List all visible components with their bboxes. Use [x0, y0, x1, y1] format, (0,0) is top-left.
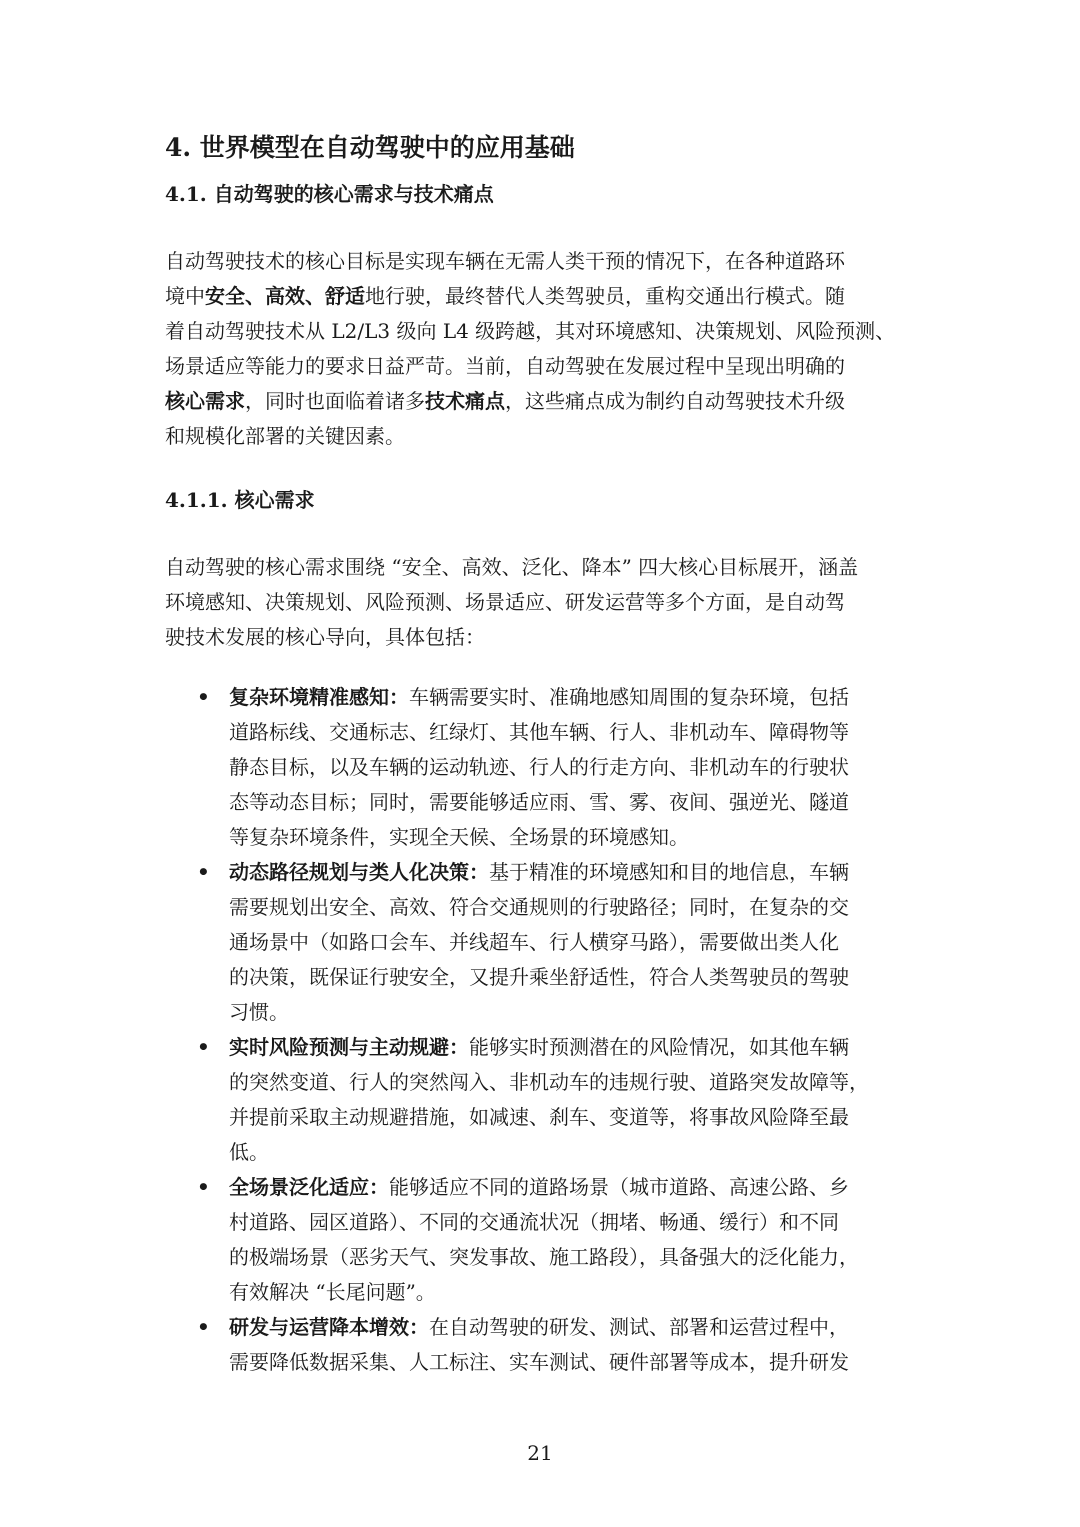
- core-line: 自动驾驶的核心需求围绕 “安全、高效、泛化、降本” 四大核心目标展开，涵盖: [165, 555, 859, 579]
- section-heading-4: 4. 世界模型在自动驾驶中的应用基础: [165, 133, 575, 162]
- list-item-line: [229, 1240, 925, 1275]
- bullet-marker: •: [197, 685, 210, 709]
- list-item-text: 道路标线、交通标志、红绿灯、其他车辆、行人、非机动车、障碍物等: [229, 720, 849, 744]
- list-item-text: 基于精准的环境感知和目的地信息，车辆: [489, 860, 849, 884]
- intro-line: [165, 244, 925, 279]
- list-item-text: 在自动驾驶的研发、测试、部署和运营过程中，: [429, 1315, 849, 1339]
- bullet-marker: •: [197, 1175, 210, 1199]
- list-item-title: 复杂环境精准感知：: [229, 685, 409, 709]
- text-run: 自动驾驶技术的核心目标是实现车辆在无需人类干预的情况下，在各种道路环: [165, 249, 845, 273]
- list-item-text: 静态目标，以及车辆的运动轨迹、行人的行走方向、非机动车的行驶状: [229, 755, 849, 779]
- list-item-text: 车辆需要实时、准确地感知周围的复杂环境，包括: [409, 685, 849, 709]
- bullet-marker: •: [197, 1315, 210, 1339]
- core-needs-list: [165, 680, 925, 1380]
- list-item-line: [229, 1205, 925, 1240]
- list-item-text: 的突然变道、行人的突然闯入、非机动车的违规行驶、道路突发故障等，: [229, 1070, 869, 1094]
- list-item-line: [229, 1310, 925, 1345]
- list-item: [165, 1170, 925, 1310]
- bold-term: 安全、高效、舒适: [205, 284, 365, 308]
- core-line: 环境感知、决策规划、风险预测、场景适应、研发运营等多个方面，是自动驾: [165, 590, 845, 614]
- list-item-title: 实时风险预测与主动规避：: [229, 1035, 469, 1059]
- list-item-text: 的决策，既保证行驶安全，又提升乘坐舒适性，符合人类驾驶员的驾驶: [229, 965, 849, 989]
- intro-line: [165, 314, 925, 349]
- list-item-line: [229, 1170, 925, 1205]
- list-item-text: 低。: [229, 1140, 269, 1164]
- list-item-text: 需要降低数据采集、人工标注、实车测试、硬件部署等成本，提升研发: [229, 1350, 849, 1374]
- core-needs-paragraph: [165, 550, 925, 655]
- text-run: ，这些痛点成为制约自动驾驶技术升级: [505, 389, 845, 413]
- bold-term: 技术痛点: [425, 389, 505, 413]
- list-item-line: [229, 925, 925, 960]
- text-run: 地行驶，最终替代人类驾驶员，重构交通出行模式。随: [365, 284, 845, 308]
- text-run: ，同时也面临着诸多: [245, 389, 425, 413]
- intro-paragraph: [165, 244, 925, 454]
- list-item-text: 能够适应不同的道路场景（城市道路、高速公路、乡: [389, 1175, 849, 1199]
- intro-line: [165, 419, 925, 454]
- list-item: [165, 1030, 925, 1170]
- list-item-line: [229, 1275, 925, 1310]
- list-item-line: [229, 680, 925, 715]
- list-item-line: [229, 855, 925, 890]
- list-item-text: 通场景中（如路口会车、并线超车、行人横穿马路），需要做出类人化: [229, 930, 839, 954]
- list-item-line: [229, 1345, 925, 1380]
- list-item-line: [229, 1030, 925, 1065]
- list-item-line: [229, 1100, 925, 1135]
- list-item-title: 动态路径规划与类人化决策：: [229, 860, 489, 884]
- list-item-text: 并提前采取主动规避措施，如减速、刹车、变道等，将事故风险降至最: [229, 1105, 849, 1129]
- bold-term: 核心需求: [165, 389, 245, 413]
- list-item: [165, 680, 925, 855]
- list-item-line: [229, 750, 925, 785]
- subsubsection-heading-4-1-1: 4.1.1. 核心需求: [165, 488, 315, 512]
- list-item-line: [229, 785, 925, 820]
- list-item-line: [229, 1065, 925, 1100]
- list-item: [165, 1310, 925, 1380]
- list-item-text: 习惯。: [229, 1000, 289, 1024]
- text-run: 境中: [165, 284, 205, 308]
- list-item-title: 全场景泛化适应：: [229, 1175, 389, 1199]
- intro-line: [165, 384, 925, 419]
- list-item-text: 需要规划出安全、高效、符合交通规则的行驶路径；同时，在复杂的交: [229, 895, 849, 919]
- list-item-line: [229, 715, 925, 750]
- subsection-heading-4-1: 4.1. 自动驾驶的核心需求与技术痛点: [165, 182, 494, 206]
- bullet-marker: •: [197, 1035, 210, 1059]
- bullet-marker: •: [197, 860, 210, 884]
- list-item-line: [229, 1135, 925, 1170]
- list-item-title: 研发与运营降本增效：: [229, 1315, 429, 1339]
- core-line: 驶技术发展的核心导向，具体包括：: [165, 625, 485, 649]
- text-run: 场景适应等能力的要求日益严苛。当前，自动驾驶在发展过程中呈现出明确的: [165, 354, 845, 378]
- page-number: 21: [527, 1441, 553, 1465]
- list-item-line: [229, 960, 925, 995]
- intro-line: [165, 349, 925, 384]
- list-item-text: 等复杂环境条件，实现全天候、全场景的环境感知。: [229, 825, 689, 849]
- list-item-line: [229, 995, 925, 1030]
- list-item-text: 能够实时预测潜在的风险情况，如其他车辆: [469, 1035, 849, 1059]
- list-item-line: [229, 890, 925, 925]
- text-run: 和规模化部署的关键因素。: [165, 424, 405, 448]
- list-item-line: [229, 820, 925, 855]
- intro-line: [165, 279, 925, 314]
- list-item-text: 村道路、园区道路）、不同的交通流状况（拥堵、畅通、缓行）和不同: [229, 1210, 839, 1234]
- list-item-text: 态等动态目标；同时，需要能够适应雨、雪、雾、夜间、强逆光、隧道: [229, 790, 849, 814]
- list-item-text: 有效解决 “长尾问题”。: [229, 1280, 436, 1304]
- list-item-text: 的极端场景（恶劣天气、突发事故、施工路段），具备强大的泛化能力，: [229, 1245, 859, 1269]
- text-run: 着自动驾驶技术从 L2/L3 级向 L4 级跨越，其对环境感知、决策规划、风险预测、: [165, 319, 896, 343]
- list-item: [165, 855, 925, 1030]
